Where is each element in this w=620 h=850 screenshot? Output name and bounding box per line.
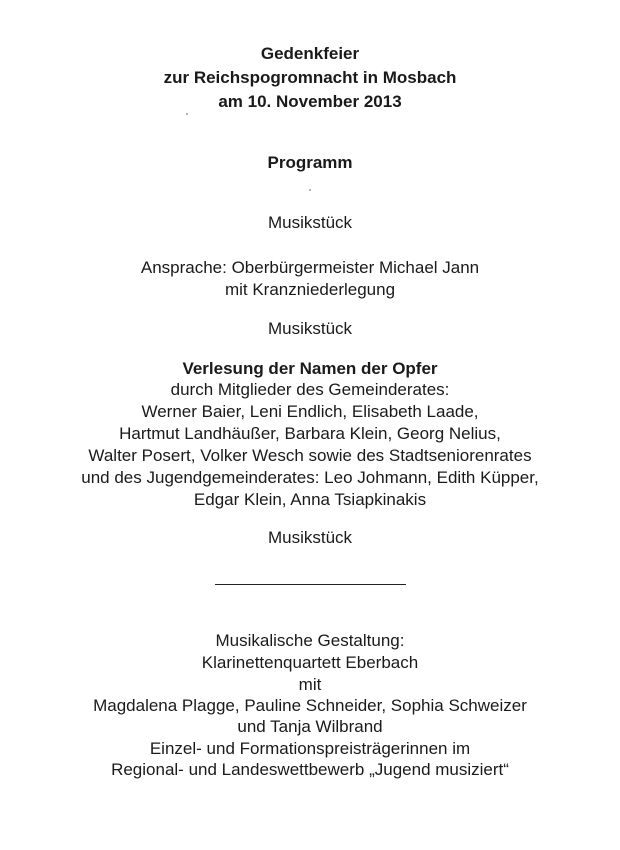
music-credit-line-4: Magdalena Plagge, Pauline Schneider, Sophia Schweizer [93,696,527,715]
music-credit-line-6: Einzel- und Formationspreisträgerinnen im [149,739,471,758]
reading-line-3: Hartmut Landhäußer, Barbara Klein, Georg Nelius, [119,424,501,443]
speech-line-1: Ansprache: Oberbürgermeister Michael Jann [140,258,480,277]
reading-line-2: Werner Baier, Leni Endlich, Elisabeth Laade, [141,402,479,421]
music-credit-line-7: Regional- und Landeswettbewerb „Jugend musiziert“ [111,760,509,779]
reading-line-5: und des Jugendgemeinderates: Leo Johmann, Edith Küpper, [81,468,539,487]
speech-line-2: mit Kranzniederlegung [224,280,396,299]
reading-line-1: durch Mitglieder des Gemeinderates: [170,380,450,399]
program-item-music-3: Musikstück [267,528,353,547]
separator-line [215,584,406,585]
event-title: Gedenkfeier [260,44,360,63]
program-heading: Programm [267,153,353,172]
event-subtitle: zur Reichspogromnacht in Mosbach [163,68,457,87]
program-item-music-1: Musikstück [267,213,353,232]
reading-title: Verlesung der Namen der Opfer [182,359,438,378]
event-date: am 10. November 2013 [218,92,402,111]
program-item-music-2: Musikstück [267,319,353,338]
scan-speck [186,113,188,115]
reading-line-6: Edgar Klein, Anna Tsiapkinakis [193,490,427,509]
reading-line-4: Walter Posert, Volker Wesch sowie des Stadtseniorenrates [88,446,532,465]
scan-speck [309,189,311,191]
music-credit-line-5: und Tanja Wilbrand [237,717,383,736]
music-credit-line-1: Musikalische Gestaltung: [215,631,405,650]
music-credit-line-3: mit [298,675,322,694]
music-credit-line-2: Klarinettenquartett Eberbach [201,653,419,672]
